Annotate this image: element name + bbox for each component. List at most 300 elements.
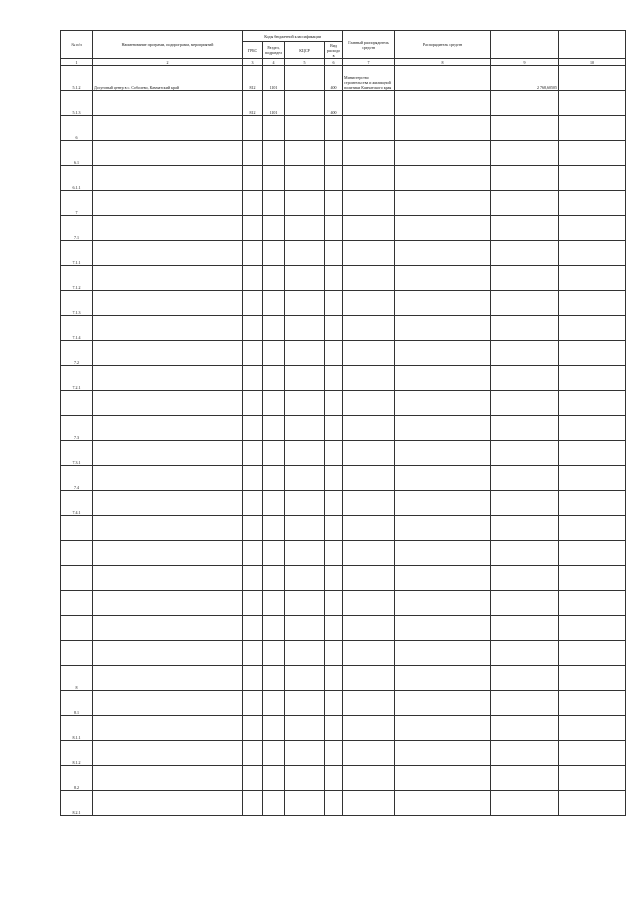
row-kcsr <box>285 466 325 491</box>
row-recipient <box>395 491 491 516</box>
row-kcsr <box>285 191 325 216</box>
row-sum-2 <box>559 666 626 691</box>
row-kcsr <box>285 791 325 816</box>
row-name <box>93 691 243 716</box>
row-number: 7.1.4 <box>61 316 93 341</box>
row-vid <box>325 291 343 316</box>
row-vid <box>325 566 343 591</box>
row-sum-2 <box>559 141 626 166</box>
row-razdel <box>263 391 285 416</box>
row-grbs <box>243 391 263 416</box>
col-header-sum-2 <box>559 31 626 59</box>
row-grbs <box>243 116 263 141</box>
document-page <box>60 30 625 816</box>
row-number <box>61 516 93 541</box>
row-sum-1 <box>491 741 559 766</box>
row-sum-2 <box>559 116 626 141</box>
row-number: 7.1 <box>61 216 93 241</box>
row-main-manager <box>343 316 395 341</box>
row-recipient <box>395 441 491 466</box>
row-number <box>61 616 93 641</box>
row-main-manager <box>343 541 395 566</box>
row-recipient <box>395 741 491 766</box>
col-number-cell: 2 <box>93 59 243 66</box>
row-name <box>93 391 243 416</box>
row-kcsr <box>285 666 325 691</box>
row-main-manager <box>343 766 395 791</box>
row-vid <box>325 791 343 816</box>
row-kcsr <box>285 366 325 391</box>
table-row <box>61 191 626 216</box>
row-sum-2 <box>559 166 626 191</box>
row-razdel <box>263 716 285 741</box>
row-recipient <box>395 366 491 391</box>
row-grbs <box>243 491 263 516</box>
row-main-manager <box>343 166 395 191</box>
row-grbs <box>243 641 263 666</box>
row-main-manager <box>343 91 395 116</box>
col-number-cell: 3 <box>243 59 263 66</box>
col-header-name: Наименование программ, подпрограмм, мероприятий <box>93 31 243 59</box>
row-razdel <box>263 441 285 466</box>
row-sum-1 <box>491 691 559 716</box>
row-number: 7.3.1 <box>61 441 93 466</box>
row-vid: 400 <box>325 91 343 116</box>
row-grbs <box>243 266 263 291</box>
col-header-sum-1 <box>491 31 559 59</box>
row-razdel <box>263 566 285 591</box>
row-recipient <box>395 516 491 541</box>
row-sum-1 <box>491 341 559 366</box>
row-sum-2 <box>559 341 626 366</box>
table-row <box>61 666 626 691</box>
row-kcsr <box>285 91 325 116</box>
row-name <box>93 141 243 166</box>
row-number: 8.1.2 <box>61 741 93 766</box>
table-row <box>61 491 626 516</box>
col-header-main-manager: Главный распорядитель средств <box>343 31 395 59</box>
row-main-manager <box>343 241 395 266</box>
row-sum-2 <box>559 91 626 116</box>
row-number: 8.2 <box>61 766 93 791</box>
row-vid <box>325 641 343 666</box>
row-grbs <box>243 291 263 316</box>
row-main-manager <box>343 616 395 641</box>
row-razdel <box>263 366 285 391</box>
row-number <box>61 641 93 666</box>
row-recipient <box>395 141 491 166</box>
row-vid <box>325 316 343 341</box>
row-grbs <box>243 366 263 391</box>
row-vid <box>325 391 343 416</box>
row-kcsr <box>285 516 325 541</box>
row-grbs <box>243 191 263 216</box>
row-sum-1 <box>491 566 559 591</box>
row-recipient <box>395 541 491 566</box>
row-sum-1 <box>491 441 559 466</box>
col-header-codes: Коды бюджетной классификации <box>243 31 343 42</box>
row-name <box>93 216 243 241</box>
row-sum-1 <box>491 91 559 116</box>
row-sum-1 <box>491 191 559 216</box>
row-grbs <box>243 616 263 641</box>
row-main-manager <box>343 641 395 666</box>
row-vid <box>325 516 343 541</box>
row-name <box>93 241 243 266</box>
col-header-recipient: Распорядитель средств <box>395 31 491 59</box>
row-recipient <box>395 416 491 441</box>
row-sum-1 <box>491 216 559 241</box>
row-kcsr <box>285 391 325 416</box>
row-number <box>61 541 93 566</box>
row-vid <box>325 366 343 391</box>
row-number: 7.1.2 <box>61 266 93 291</box>
table-row <box>61 216 626 241</box>
row-kcsr <box>285 441 325 466</box>
table-header-row <box>61 31 626 42</box>
row-name <box>93 741 243 766</box>
row-name <box>93 91 243 116</box>
row-sum-2 <box>559 791 626 816</box>
row-kcsr <box>285 716 325 741</box>
table-row <box>61 541 626 566</box>
row-sum-1 <box>491 116 559 141</box>
row-razdel <box>263 641 285 666</box>
row-vid <box>325 441 343 466</box>
row-name <box>93 366 243 391</box>
row-razdel: 1101 <box>263 91 285 116</box>
row-vid <box>325 491 343 516</box>
row-main-manager <box>343 391 395 416</box>
row-recipient <box>395 66 491 91</box>
row-name <box>93 466 243 491</box>
row-razdel <box>263 616 285 641</box>
row-name <box>93 291 243 316</box>
col-number-cell: 4 <box>263 59 285 66</box>
row-name <box>93 416 243 441</box>
row-razdel <box>263 691 285 716</box>
row-razdel <box>263 166 285 191</box>
row-vid <box>325 266 343 291</box>
row-vid <box>325 216 343 241</box>
row-recipient <box>395 166 491 191</box>
row-sum-2 <box>559 316 626 341</box>
row-number: 7.1.3 <box>61 291 93 316</box>
row-razdel <box>263 541 285 566</box>
table-row <box>61 616 626 641</box>
row-main-manager <box>343 116 395 141</box>
row-number: 7.4 <box>61 466 93 491</box>
table-row <box>61 466 626 491</box>
row-razdel <box>263 341 285 366</box>
row-main-manager <box>343 741 395 766</box>
row-vid <box>325 116 343 141</box>
row-sum-1 <box>491 541 559 566</box>
col-number-cell: 6 <box>325 59 343 66</box>
table-row <box>61 341 626 366</box>
table-row <box>61 66 626 91</box>
table-row <box>61 716 626 741</box>
row-grbs <box>243 591 263 616</box>
row-sum-1 <box>491 416 559 441</box>
row-recipient <box>395 391 491 416</box>
row-kcsr <box>285 566 325 591</box>
row-kcsr <box>285 416 325 441</box>
row-main-manager <box>343 291 395 316</box>
row-number: 8.1 <box>61 691 93 716</box>
row-recipient <box>395 766 491 791</box>
row-sum-2 <box>559 266 626 291</box>
row-main-manager <box>343 691 395 716</box>
row-recipient <box>395 466 491 491</box>
row-recipient <box>395 641 491 666</box>
row-main-manager <box>343 791 395 816</box>
row-sum-2 <box>559 241 626 266</box>
row-sum-1 <box>491 266 559 291</box>
row-sum-2 <box>559 616 626 641</box>
row-grbs: 812 <box>243 66 263 91</box>
row-name <box>93 566 243 591</box>
row-recipient <box>395 316 491 341</box>
row-vid <box>325 691 343 716</box>
col-number-cell: 7 <box>343 59 395 66</box>
row-main-manager <box>343 341 395 366</box>
row-grbs <box>243 516 263 541</box>
row-grbs <box>243 241 263 266</box>
col-number-cell: 1 <box>61 59 93 66</box>
row-recipient <box>395 691 491 716</box>
row-number: 5.1.3 <box>61 91 93 116</box>
table-body <box>61 66 626 816</box>
row-main-manager <box>343 141 395 166</box>
row-razdel <box>263 141 285 166</box>
table-row <box>61 641 626 666</box>
row-sum-1 <box>491 366 559 391</box>
row-kcsr <box>285 116 325 141</box>
row-recipient <box>395 616 491 641</box>
budget-table <box>60 30 626 816</box>
table-row <box>61 516 626 541</box>
row-recipient <box>395 241 491 266</box>
row-number: 7.4.1 <box>61 491 93 516</box>
row-number <box>61 391 93 416</box>
row-number: 5.1.2 <box>61 66 93 91</box>
row-main-manager <box>343 266 395 291</box>
row-number: 6.1.1 <box>61 166 93 191</box>
row-sum-1 <box>491 166 559 191</box>
row-recipient <box>395 216 491 241</box>
row-main-manager <box>343 466 395 491</box>
row-recipient <box>395 591 491 616</box>
row-number: 7 <box>61 191 93 216</box>
row-recipient <box>395 716 491 741</box>
row-kcsr <box>285 141 325 166</box>
col-number-cell: 5 <box>285 59 325 66</box>
table-row <box>61 416 626 441</box>
row-razdel <box>263 191 285 216</box>
row-kcsr <box>285 541 325 566</box>
row-name: Досуговый центр в с. Соболево, Камчатский край <box>93 66 243 91</box>
row-grbs <box>243 566 263 591</box>
row-main-manager <box>343 366 395 391</box>
row-vid <box>325 716 343 741</box>
row-number: 8.2.1 <box>61 791 93 816</box>
col-number-cell: 8 <box>395 59 491 66</box>
column-number-row <box>61 59 626 66</box>
row-sum-1 <box>491 291 559 316</box>
table-row <box>61 366 626 391</box>
row-number: 7.3 <box>61 416 93 441</box>
row-kcsr <box>285 616 325 641</box>
row-name <box>93 191 243 216</box>
row-sum-1: 2 768,60505 <box>491 66 559 91</box>
row-sum-1 <box>491 516 559 541</box>
col-header-vid: Вид расходов <box>325 42 343 59</box>
row-kcsr <box>285 216 325 241</box>
table-row <box>61 91 626 116</box>
row-kcsr <box>285 491 325 516</box>
row-name <box>93 666 243 691</box>
row-sum-2 <box>559 541 626 566</box>
row-sum-2 <box>559 566 626 591</box>
table-row <box>61 691 626 716</box>
row-sum-2 <box>559 591 626 616</box>
row-grbs <box>243 741 263 766</box>
table-row <box>61 741 626 766</box>
row-razdel <box>263 766 285 791</box>
row-sum-1 <box>491 491 559 516</box>
row-recipient <box>395 291 491 316</box>
row-number: 6.1 <box>61 141 93 166</box>
row-sum-1 <box>491 591 559 616</box>
col-header-kcsr: КЦСР <box>285 42 325 59</box>
row-razdel <box>263 291 285 316</box>
row-vid <box>325 241 343 266</box>
row-name <box>93 341 243 366</box>
row-grbs <box>243 791 263 816</box>
table-row <box>61 241 626 266</box>
row-kcsr <box>285 741 325 766</box>
table-row <box>61 166 626 191</box>
table-row <box>61 291 626 316</box>
row-grbs <box>243 166 263 191</box>
row-name <box>93 791 243 816</box>
row-sum-1 <box>491 466 559 491</box>
row-name <box>93 266 243 291</box>
row-vid <box>325 191 343 216</box>
table-row <box>61 391 626 416</box>
col-header-grbs: ГРБС <box>243 42 263 59</box>
row-vid <box>325 166 343 191</box>
row-vid <box>325 466 343 491</box>
row-sum-2 <box>559 516 626 541</box>
row-razdel <box>263 666 285 691</box>
row-main-manager <box>343 416 395 441</box>
col-number-cell: 10 <box>559 59 626 66</box>
row-name <box>93 516 243 541</box>
row-grbs <box>243 341 263 366</box>
table-row <box>61 316 626 341</box>
row-kcsr <box>285 291 325 316</box>
row-grbs <box>243 691 263 716</box>
table-row <box>61 266 626 291</box>
row-razdel <box>263 216 285 241</box>
row-razdel <box>263 791 285 816</box>
row-name <box>93 591 243 616</box>
row-recipient <box>395 116 491 141</box>
row-number: 8.1.1 <box>61 716 93 741</box>
row-kcsr <box>285 591 325 616</box>
row-main-manager <box>343 491 395 516</box>
row-name <box>93 316 243 341</box>
row-sum-2 <box>559 691 626 716</box>
row-grbs <box>243 766 263 791</box>
row-recipient <box>395 566 491 591</box>
table-row <box>61 141 626 166</box>
table-row <box>61 591 626 616</box>
row-recipient <box>395 666 491 691</box>
row-number: 7.1.1 <box>61 241 93 266</box>
row-sum-1 <box>491 391 559 416</box>
row-sum-1 <box>491 716 559 741</box>
row-recipient <box>395 91 491 116</box>
table-row <box>61 791 626 816</box>
row-number: 6 <box>61 116 93 141</box>
table-row <box>61 566 626 591</box>
row-grbs <box>243 416 263 441</box>
row-sum-1 <box>491 141 559 166</box>
row-sum-2 <box>559 366 626 391</box>
row-main-manager <box>343 666 395 691</box>
row-kcsr <box>285 241 325 266</box>
row-razdel <box>263 591 285 616</box>
row-name <box>93 491 243 516</box>
row-sum-2 <box>559 416 626 441</box>
row-sum-2 <box>559 641 626 666</box>
row-grbs <box>243 216 263 241</box>
row-name <box>93 541 243 566</box>
row-vid <box>325 341 343 366</box>
row-grbs <box>243 316 263 341</box>
row-vid <box>325 141 343 166</box>
row-razdel <box>263 241 285 266</box>
row-razdel <box>263 741 285 766</box>
row-grbs <box>243 716 263 741</box>
row-sum-2 <box>559 66 626 91</box>
row-kcsr <box>285 691 325 716</box>
row-main-manager <box>343 216 395 241</box>
row-name <box>93 166 243 191</box>
row-sum-2 <box>559 716 626 741</box>
row-number <box>61 591 93 616</box>
row-main-manager: Министерство строительства и жилищной политики Камчатского края <box>343 66 395 91</box>
row-sum-1 <box>491 641 559 666</box>
row-main-manager <box>343 591 395 616</box>
row-vid <box>325 766 343 791</box>
row-vid <box>325 416 343 441</box>
row-sum-2 <box>559 766 626 791</box>
row-kcsr <box>285 641 325 666</box>
row-name <box>93 641 243 666</box>
row-recipient <box>395 341 491 366</box>
row-vid <box>325 541 343 566</box>
row-number <box>61 566 93 591</box>
row-main-manager <box>343 516 395 541</box>
row-razdel <box>263 491 285 516</box>
row-name <box>93 616 243 641</box>
row-sum-1 <box>491 666 559 691</box>
row-name <box>93 441 243 466</box>
